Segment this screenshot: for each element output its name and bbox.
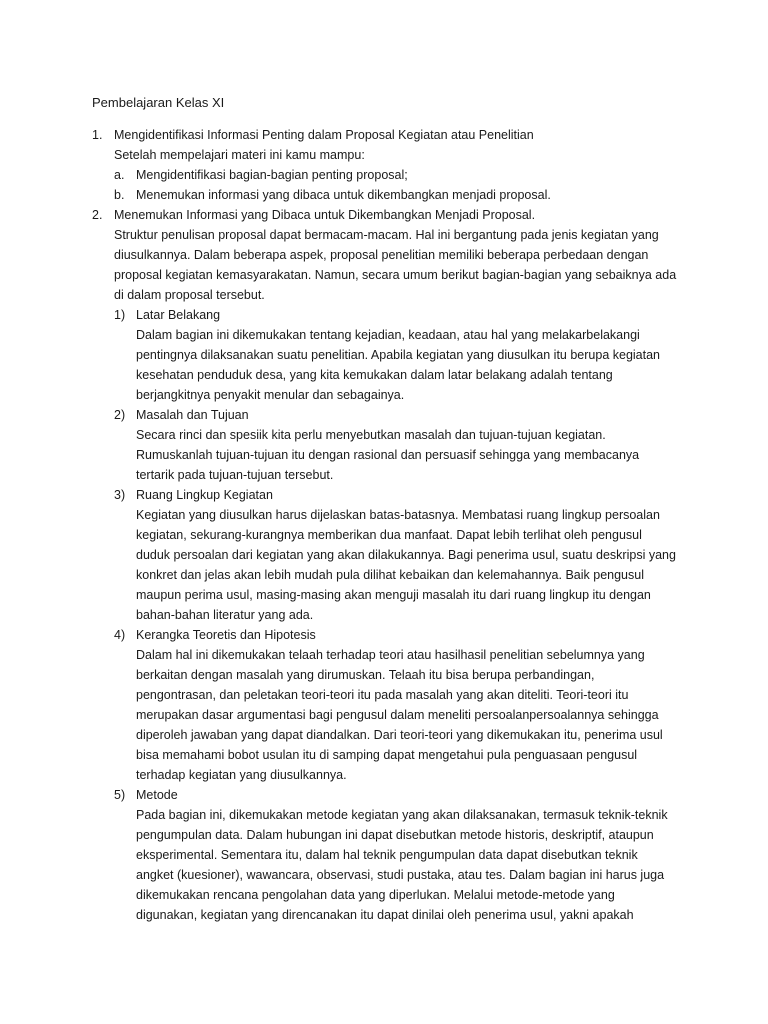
section-metode — [114, 785, 692, 925]
section-line: bahan-bahan literatur yang ada. — [136, 608, 314, 622]
item-heading: Menemukan Informasi yang Dibaca untuk Dikembangkan Menjadi Proposal. — [114, 208, 536, 222]
section-line: Pada bagian ini, dikemukakan metode kegiatan yang akan dilaksanakan, termasuk teknik-teknik — [136, 808, 668, 822]
list-item-2 — [92, 205, 692, 925]
intro-line: diusulkannya. Dalam beberapa aspek, proposal penelitian memiliki beberapa perbedaan dengan — [114, 248, 649, 262]
intro-line: proposal kegiatan kemasyarakatan. Namun, secara umum berikut bagian-bagian yang sebaiknya ada — [114, 268, 677, 282]
section-line: tertarik pada tujuan-tujuan tersebut. — [136, 468, 334, 482]
section-heading: Ruang Lingkup Kegiatan — [136, 488, 273, 502]
item-number: 2. — [92, 208, 103, 222]
document-body — [92, 125, 692, 925]
section-line: pentingnya dilaksanakan suatu penelitian. Apabila kegiatan yang diusulkan itu berupa kegiatan — [136, 348, 660, 362]
section-number: 3) — [114, 488, 126, 502]
subitem-a — [114, 165, 692, 185]
section-kerangka-teoretis — [114, 625, 692, 785]
section-line: dikemukakan rencana pengolahan data yang diperlukan. Melalui metode-metode yang — [136, 888, 615, 902]
item-intro: Setelah mempelajari materi ini kamu mampu: — [114, 148, 365, 162]
subitem-text: Menemukan informasi yang dibaca untuk dikembangkan menjadi proposal. — [136, 188, 551, 202]
section-line: Dalam hal ini dikemukakan telaah terhadap teori atau hasilhasil penelitian sebelumnya yang — [136, 648, 645, 662]
item-number: 1. — [92, 128, 103, 142]
section-line: angket (kuesioner), wawancara, observasi, studi pustaka, atau tes. Dalam bagian ini harus juga — [136, 868, 665, 882]
document-title: Pembelajaran Kelas XI — [92, 95, 225, 110]
section-number: 2) — [114, 408, 126, 422]
section-heading: Kerangka Teoretis dan Hipotesis — [136, 628, 316, 642]
section-line: kesehatan penduduk desa, yang kita kemukakan dalam latar belakang adalah tentang — [136, 368, 613, 382]
section-line: merupakan dasar argumentasi bagi pengusul dalam meneliti persoalanpersoalannya sehingga — [136, 708, 659, 722]
section-number: 4) — [114, 628, 126, 642]
section-line: Secara rinci dan spesiik kita perlu menyebutkan masalah dan tujuan-tujuan kegiatan. — [136, 428, 606, 442]
item-heading: Mengidentifikasi Informasi Penting dalam Proposal Kegiatan atau Penelitian — [114, 128, 534, 142]
section-heading: Metode — [136, 788, 178, 802]
section-line: pengumpulan data. Dalam hubungan ini dapat disebutkan metode historis, deskriptif, ataupun — [136, 828, 654, 842]
section-masalah-dan-tujuan — [114, 405, 692, 485]
section-ruang-lingkup — [114, 485, 692, 625]
section-line: maupun perima usul, masing-masing akan menguji masalah itu dari ruang lingkup itu dengan — [136, 588, 651, 602]
section-line: Dalam bagian ini dikemukakan tentang kejadian, keadaan, atau hal yang melakarbelakangi — [136, 328, 640, 342]
section-number: 1) — [114, 308, 126, 322]
subitem-letter: b. — [114, 188, 125, 202]
section-line: eksperimental. Sementara itu, dalam hal teknik pengumpulan data dapat disebutkan teknik — [136, 848, 638, 862]
intro-line: di dalam proposal tersebut. — [114, 288, 265, 302]
section-number: 5) — [114, 788, 126, 802]
section-line: Rumuskanlah tujuan-tujuan itu dengan rasional dan persuasif sehingga yang membacanya — [136, 448, 640, 462]
section-line: diperoleh jawaban yang dapat diandalkan. Dari teori-teori yang dikemukakan itu, penerima usul — [136, 728, 663, 742]
section-line: bisa memahami bobot usulan itu di samping dapat mengetahui pula penguasaan pengusul — [136, 748, 638, 762]
intro-line: Struktur penulisan proposal dapat bermacam-macam. Hal ini bergantung pada jenis kegiatan yang — [114, 228, 659, 242]
section-heading: Latar Belakang — [136, 308, 221, 322]
section-line: pengontrasan, dan peletakan teori-teori itu pada masalah yang akan diteliti. Teori-teori itu — [136, 688, 629, 702]
subitem-text: Mengidentifikasi bagian-bagian penting proposal; — [136, 168, 408, 182]
section-line: Kegiatan yang diusulkan harus dijelaskan batas-batasnya. Membatasi ruang lingkup persoalan — [136, 508, 660, 522]
section-latar-belakang — [114, 305, 692, 405]
section-line: kegiatan, sekurang-kurangnya memberikan dua manfaat. Dapat lebih terlihat oleh pengusul — [136, 528, 642, 542]
section-line: berjangkitnya penyakit menular dan sebagainya. — [136, 388, 405, 402]
list-item-1 — [92, 125, 692, 205]
section-heading: Masalah dan Tujuan — [136, 408, 249, 422]
subitem-b — [114, 185, 692, 205]
section-line: terhadap kegiatan yang diusulkannya. — [136, 768, 347, 782]
section-line: digunakan, kegiatan yang direncanakan itu dapat dinilai oleh penerima usul, yakni apakah — [136, 908, 634, 922]
section-line: duduk persoalan dari kegiatan yang akan dilakukannya. Bagi penerima usul, suatu deskripsi yang — [136, 548, 676, 562]
subitem-letter: a. — [114, 168, 125, 182]
section-line: konkret dan jelas akan lebih mudah pula dilihat kebaikan dan kelemahannya. Baik pengusul — [136, 568, 644, 582]
section-line: berkaitan dengan masalah yang dirumuskan. Telaah itu bisa berupa perbandingan, — [136, 668, 595, 682]
